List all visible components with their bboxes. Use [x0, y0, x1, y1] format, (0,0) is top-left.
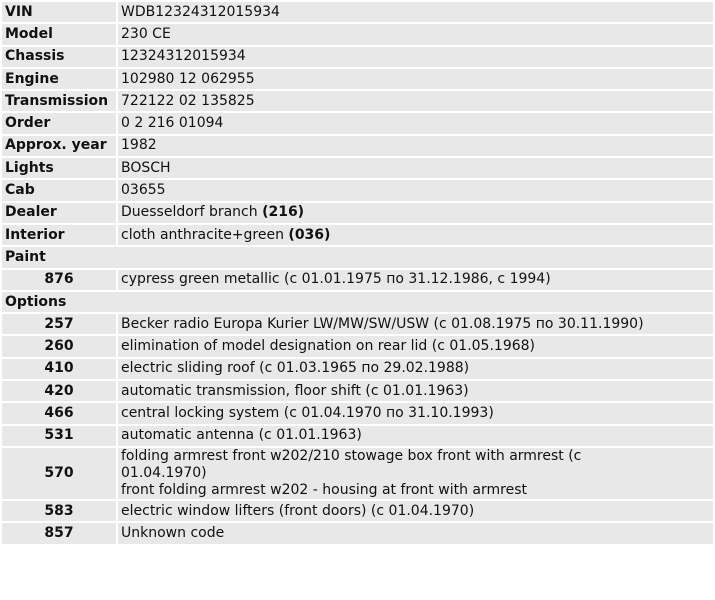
row-order [2, 113, 713, 133]
label-dealer: Dealer [2, 203, 116, 223]
option-row [2, 336, 713, 356]
option-code: 857 [2, 523, 116, 543]
dealer-name: Duesseldorf branch [121, 204, 258, 221]
option-description [118, 448, 713, 499]
option-code: 420 [2, 381, 116, 401]
row-vin [2, 2, 713, 22]
row-paint-heading [2, 247, 713, 267]
row-approx-year [2, 136, 713, 156]
option-description: electric window lifters (front doors) (с 01.04.1970) [118, 501, 713, 521]
option-row [2, 314, 713, 334]
paint-code: 876 [2, 270, 116, 290]
option-description: Unknown code [118, 523, 713, 543]
option-description: central locking system (с 01.04.1970 по 31.10.1993) [118, 403, 713, 423]
option-row [2, 403, 713, 423]
option-row [2, 448, 713, 499]
option-description: elimination of model designation on rear lid (с 01.05.1968) [118, 336, 713, 356]
option-description-line: 01.04.1970) [121, 464, 207, 481]
row-model [2, 24, 713, 44]
row-dealer [2, 203, 713, 223]
option-row [2, 381, 713, 401]
option-description: electric sliding roof (с 01.03.1965 по 29.02.1988) [118, 359, 713, 379]
option-code: 410 [2, 359, 116, 379]
value-cab: 03655 [118, 180, 713, 200]
label-order: Order [2, 113, 116, 133]
option-code: 531 [2, 426, 116, 446]
option-description: automatic antenna (с 01.01.1963) [118, 426, 713, 446]
option-code: 583 [2, 501, 116, 521]
dealer-code: (216) [262, 204, 305, 221]
value-engine: 102980 12 062955 [118, 69, 713, 89]
value-dealer [118, 203, 713, 223]
row-lights [2, 158, 713, 178]
row-transmission [2, 91, 713, 111]
option-description-line: folding armrest front w202/210 stowage box front with armrest (с [121, 447, 582, 464]
interior-name: cloth anthracite+green [121, 226, 284, 243]
value-interior [118, 225, 713, 245]
row-chassis [2, 47, 713, 67]
option-code: 570 [2, 448, 116, 499]
value-vin: WDB12324312015934 [118, 2, 713, 22]
value-model: 230 CE [118, 24, 713, 44]
option-code: 260 [2, 336, 116, 356]
paint-row [2, 270, 713, 290]
paint-description: cypress green metallic (с 01.01.1975 по 31.12.1986, с 1994) [118, 270, 713, 290]
value-transmission: 722122 02 135825 [118, 91, 713, 111]
label-chassis: Chassis [2, 47, 116, 67]
option-code: 257 [2, 314, 116, 334]
option-row [2, 359, 713, 379]
row-options-heading [2, 292, 713, 312]
label-transmission: Transmission [2, 91, 116, 111]
label-cab: Cab [2, 180, 116, 200]
option-description: Becker radio Europa Kurier LW/MW/SW/USW (с 01.08.1975 по 30.11.1990) [118, 314, 713, 334]
value-order: 0 2 216 01094 [118, 113, 713, 133]
label-model: Model [2, 24, 116, 44]
row-interior [2, 225, 713, 245]
row-cab [2, 180, 713, 200]
section-heading-paint: Paint [2, 247, 713, 267]
option-row [2, 523, 713, 543]
row-engine [2, 69, 713, 89]
section-heading-options: Options [2, 292, 713, 312]
interior-code: (036) [288, 226, 331, 243]
option-row [2, 426, 713, 446]
label-engine: Engine [2, 69, 116, 89]
option-description: automatic transmission, floor shift (с 01.01.1963) [118, 381, 713, 401]
option-row [2, 501, 713, 521]
option-description-line: front folding armrest w202 - housing at front with armrest [121, 481, 527, 498]
option-code: 466 [2, 403, 116, 423]
label-vin: VIN [2, 2, 116, 22]
value-chassis: 12324312015934 [118, 47, 713, 67]
value-approx-year: 1982 [118, 136, 713, 156]
label-interior: Interior [2, 225, 116, 245]
value-lights: BOSCH [118, 158, 713, 178]
label-approx-year: Approx. year [2, 136, 116, 156]
label-lights: Lights [2, 158, 116, 178]
